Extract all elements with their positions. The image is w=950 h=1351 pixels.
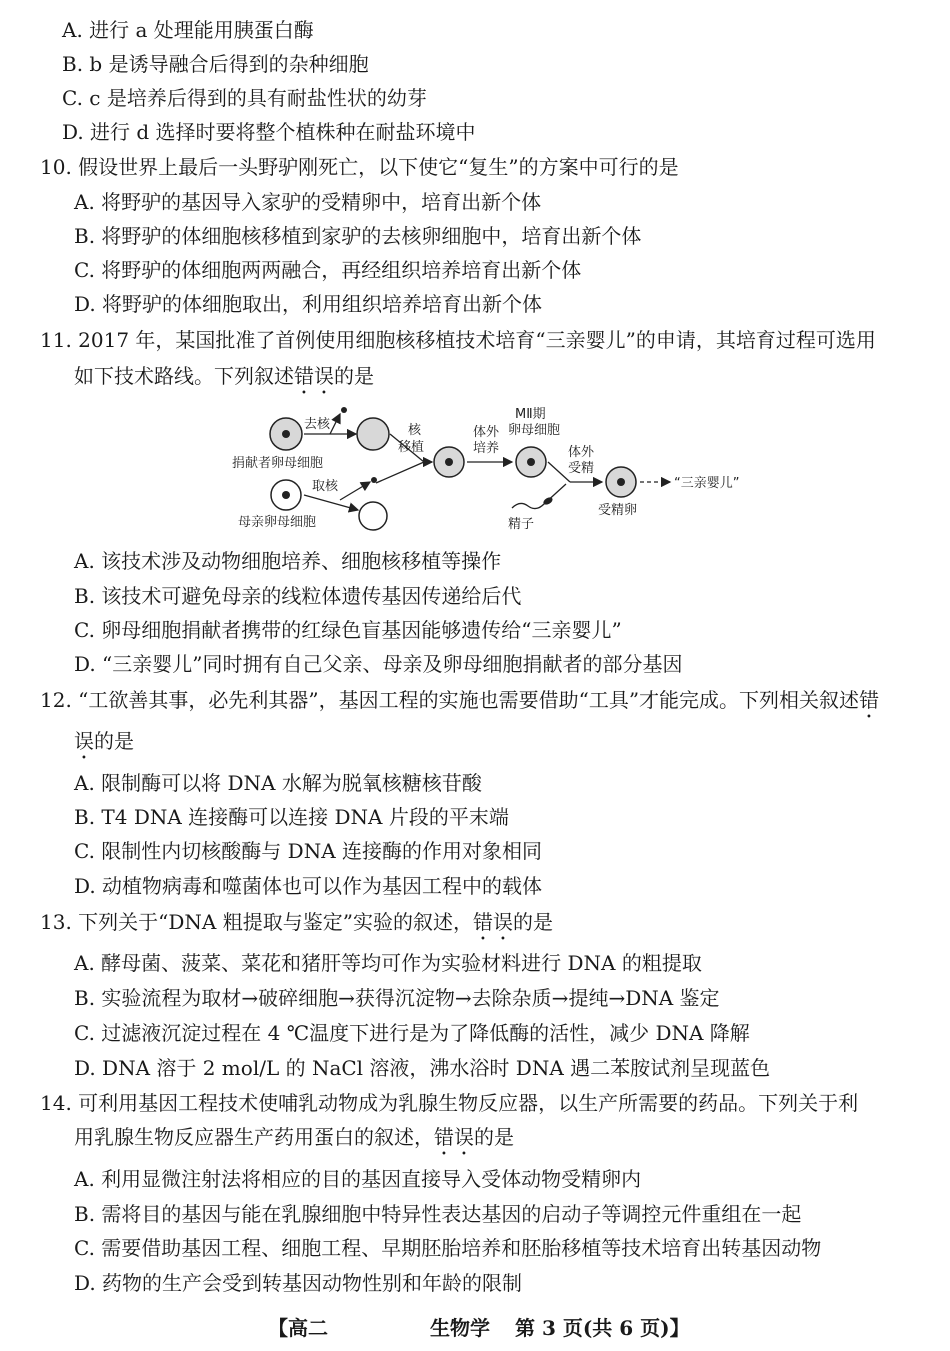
sperm-label: 精子 — [508, 517, 535, 532]
q9-option-c: C. c 是培养后得到的具有耐盐性状的幼芽 — [62, 86, 427, 110]
nt-label-2: 移植 — [398, 440, 425, 455]
q14-stem-line1: 14. 可利用基因工程技术使哺乳动物成为乳腺生物反应器，以生产所需要的药品。下列关于利 — [40, 1091, 859, 1115]
q11-option-b: B. 该技术可避免母亲的线粒体遗传基因传递给后代 — [74, 584, 522, 608]
donor-label: 捐献者卵母细胞 — [232, 456, 324, 471]
q13-option-c: C. 过滤液沉淀过程在 4 ℃温度下进行是为了降低酶的活性，减少 DNA 降解 — [74, 1021, 750, 1045]
culture-label-2: 培养 — [473, 441, 500, 456]
q12-option-a: A. 限制酶可以将 DNA 水解为脱氧核糖核苷酸 — [74, 771, 482, 795]
q12-stem-line2: 误的是 — [74, 729, 134, 753]
mother-label: 母亲卵母细胞 — [238, 515, 317, 530]
mother-oocyte — [271, 480, 301, 510]
q14-option-c: C. 需要借助基因工程、细胞工程、早期胚胎培养和胚胎移植等技术培育出转基因动物 — [74, 1236, 822, 1260]
q11-emphasis: 错误 — [294, 364, 334, 388]
baby-label: “三亲婴儿” — [674, 476, 740, 491]
footer-page-number: 第 3 页(共 6 页)】 — [515, 1316, 690, 1340]
q9-option-a: A. 进行 a 处理能用胰蛋白酶 — [62, 18, 314, 42]
q11-stem-line1: 11. 2017 年，某国批准了首例使用细胞核移植技术培育“三亲婴儿”的申请，其培育过程可选用 — [40, 328, 876, 352]
nuclear-transfer-diagram — [228, 404, 768, 542]
q14-stem-line2: 用乳腺生物反应器生产药用蛋白的叙述，错误的是 — [74, 1125, 514, 1149]
q12-option-b: B. T4 DNA 连接酶可以连接 DNA 片段的平末端 — [74, 805, 509, 829]
q13-option-a: A. 酵母菌、菠菜、菜花和猪肝等均可作为实验材料进行 DNA 的粗提取 — [74, 951, 702, 975]
enucleated-oocyte — [357, 418, 389, 450]
donor-oocyte — [270, 418, 302, 450]
ivf-label-1: 体外 — [568, 445, 595, 460]
q12-emphasis-1: 错 — [859, 688, 880, 712]
ivf-label-2: 受精 — [568, 461, 595, 476]
q14-emphasis: 错误 — [434, 1125, 474, 1149]
culture-label-1: 体外 — [473, 425, 500, 440]
q11-stem-line2: 如下技术路线。下列叙述错误的是 — [74, 364, 374, 388]
q12-option-c: C. 限制性内切核酸酶与 DNA 连接酶的作用对象相同 — [74, 839, 542, 863]
footer-grade: 【高二 — [268, 1316, 328, 1340]
zygote — [606, 467, 636, 497]
q12-stem-line1: 12. “工欲善其事，必先利其器”，基因工程的实施也需要借助“工具”才能完成。下列相关叙述错 — [40, 688, 880, 712]
q12-emphasis-2: 误 — [74, 729, 94, 753]
q14-option-d: D. 药物的生产会受到转基因动物性别和年龄的限制 — [74, 1271, 523, 1295]
q10-option-a: A. 将野驴的基因导入家驴的受精卵中，培育出新个体 — [74, 190, 542, 214]
q13-stem: 13. 下列关于“DNA 粗提取与鉴定”实验的叙述，错误的是 — [40, 910, 553, 934]
mii-label-2: 卵母细胞 — [508, 423, 561, 438]
zygote-label: 受精卵 — [598, 503, 638, 518]
q13-option-b: B. 实验流程为取材→破碎细胞→获得沉淀物→去除杂质→提纯→DNA 鉴定 — [74, 986, 720, 1010]
q11-option-c: C. 卵母细胞捐献者携带的红绿色盲基因能够遗传给“三亲婴儿” — [74, 618, 622, 642]
q9-option-b: B. b 是诱导融合后得到的杂种细胞 — [62, 52, 369, 76]
remove-nucleus-label: 取核 — [312, 479, 339, 494]
q13-emphasis: 错误 — [472, 910, 513, 934]
enucleate-label: 去核 — [304, 417, 331, 432]
reconstructed-oocyte — [434, 447, 464, 477]
q12-option-d: D. 动植物病毒和噬菌体也可以作为基因工程中的载体 — [74, 874, 543, 898]
q10-stem: 10. 假设世界上最后一头野驴刚死亡，以下使它“复生”的方案中可行的是 — [40, 155, 679, 179]
mii-label-1: MⅡ期 — [515, 407, 546, 422]
q13-option-d: D. DNA 溶于 2 mol/L 的 NaCl 溶液，沸水浴时 DNA 遇二苯胺试剂呈现蓝色 — [74, 1056, 771, 1080]
mii-oocyte — [516, 447, 546, 477]
q11-option-d: D. “三亲婴儿”同时拥有自己父亲、母亲及卵母细胞捐献者的部分基因 — [74, 652, 683, 676]
q11-option-a: A. 该技术涉及动物细胞培养、细胞核移植等操作 — [74, 549, 502, 573]
empty-cell — [359, 502, 387, 530]
q9-option-d: D. 进行 d 选择时要将整个植株种在耐盐环境中 — [62, 120, 476, 144]
q14-option-a: A. 利用显微注射法将相应的目的基因直接导入受体动物受精卵内 — [74, 1167, 642, 1191]
q10-option-d: D. 将野驴的体细胞取出，利用组织培养培育出新个体 — [74, 292, 543, 316]
q10-option-c: C. 将野驴的体细胞两两融合，再经组织培养培育出新个体 — [74, 258, 582, 282]
footer-subject: 生物学 — [430, 1316, 490, 1340]
nt-label-1: 核 — [408, 423, 422, 438]
q10-option-b: B. 将野驴的体细胞核移植到家驴的去核卵细胞中，培育出新个体 — [74, 224, 642, 248]
q14-option-b: B. 需将目的基因与能在乳腺细胞中特异性表达基因的启动子等调控元件重组在一起 — [74, 1202, 802, 1226]
